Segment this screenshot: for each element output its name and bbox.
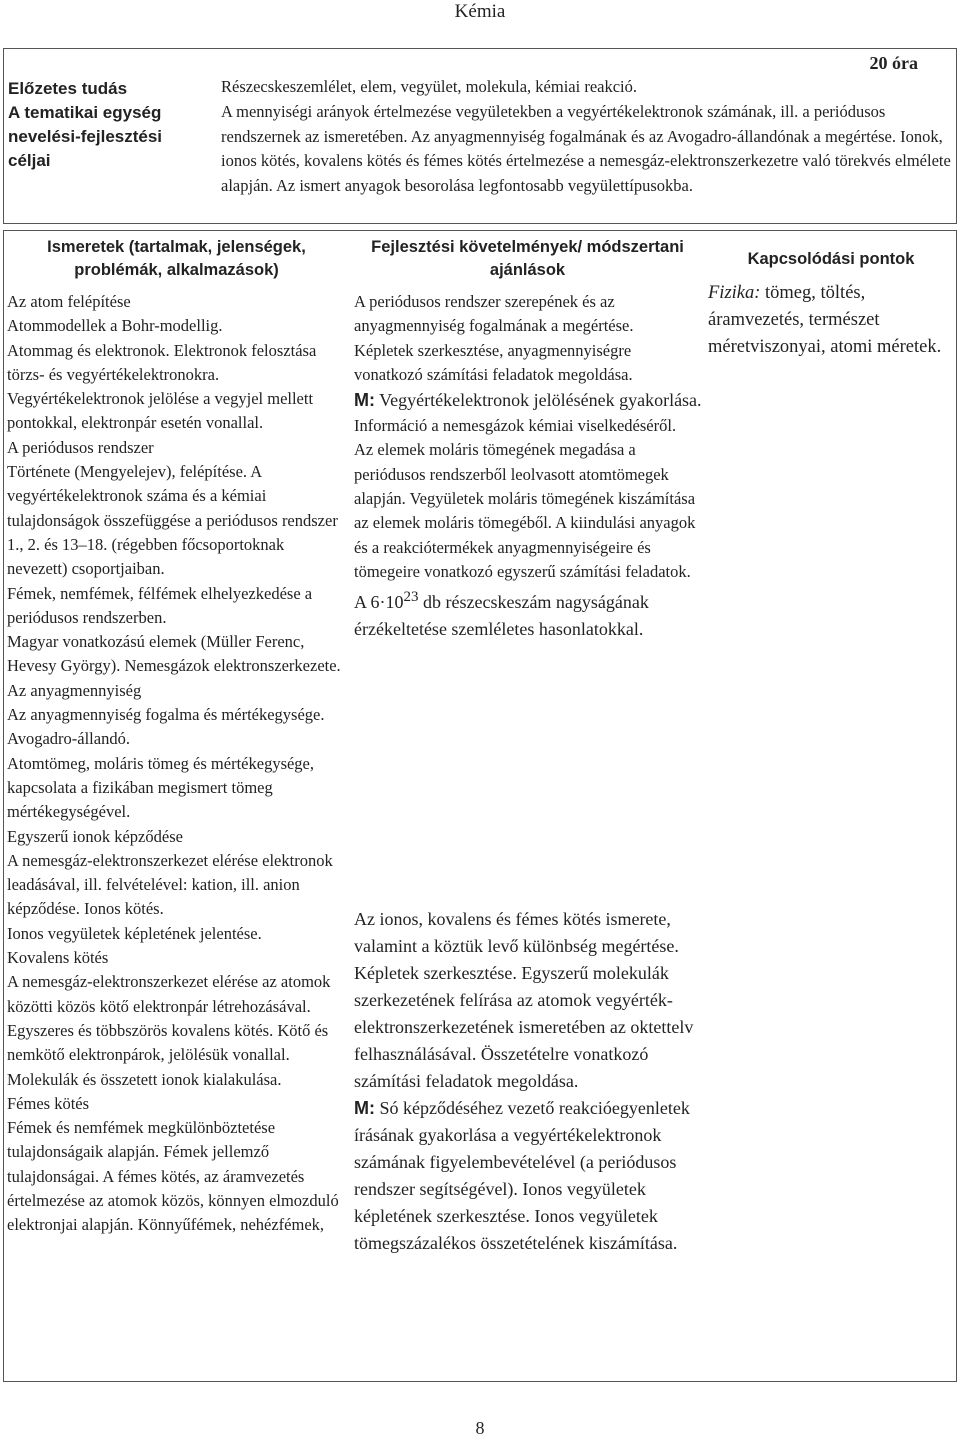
knowledge-line: Az anyagmennyiség fogalma és mértékegysége. Avogadro-állandó.	[7, 705, 325, 749]
development-paragraph: Információ a nemesgázok kémiai viselkedéséről.	[354, 416, 677, 436]
knowledge-column	[4, 231, 349, 1381]
knowledge-line: Kovalens kötés	[7, 948, 109, 968]
hours-badge: 20 óra	[869, 53, 918, 73]
development-column-header: Fejlesztési követelmények/ módszertani ajánlások	[371, 238, 684, 279]
prior-knowledge-value: Részecskeszemlélet, elem, vegyület, molekula, kémiai reakció.	[221, 77, 637, 96]
knowledge-line: Egyszerű ionok képződése	[7, 826, 183, 846]
knowledge-line: A nemesgáz-elektronszerkezet elérése elektronok leadásával, ill. felvételével: kation, ill. anion képződése. Ionos kötés.	[7, 850, 333, 919]
development-paragraph: Az ionos, kovalens és fémes kötés ismerete, valamint a köztük levő különbség megértése. Képletek szerkesztése. Egyszerű molekulák szerkezetének felírása az atomok vegyérték-elektronszerkezetének ismeretében az oktettelv felhasználásával. Összetételre vonatkozó számítási feladatok megoldása.	[354, 909, 694, 1091]
unit-goals-value: A mennyiségi arányok értelmezése vegyületekben a vegyértékelektronok számának, ill. a periódusos rendszernek az ismeretében. Az anyagmennyiség fogalmának és az Avogadro-állandónak a megértése. Ionok, ionos kötés, kovalens kötés és fémes kötés értelmezése a nemesgáz-elektronszerkezetre való törekvés elmélete alapján. Az ismert anyagok besorolása legfontosabb vegyülettípusokba.	[221, 102, 951, 195]
method-label: M:	[354, 1098, 375, 1118]
development-content	[351, 290, 704, 643]
knowledge-line: Az atom felépítése	[7, 292, 131, 311]
method-text: Vegyértékelektronok jelölésének gyakorlása.	[375, 390, 702, 411]
page-number: 8	[475, 1418, 485, 1438]
knowledge-line: Atomtömeg, moláris tömeg és mértékegysége, kapcsolata a fizikában megismert tömeg mértékegységével.	[7, 753, 315, 822]
method-note	[354, 387, 702, 414]
knowledge-line: Magyar vonatkozású elemek (Müller Ferenc, Hevesy György). Nemesgázok elektronszerkezete.	[7, 632, 341, 676]
knowledge-line: A nemesgáz-elektronszerkezet elérése az atomok közötti közös kötő elektronpár létrehozásával. Egyszeres és többszörös kovalens kötés. Kötő és nemkötő elektronpárok, jelölésük vonallal.	[7, 972, 331, 1065]
method-label: M:	[354, 390, 375, 411]
knowledge-line: A periódusos rendszer	[7, 437, 154, 457]
development-paragraph	[354, 584, 702, 643]
knowledge-line: Története (Mengyelejev), felépítése. A vegyértékelektronok száma és a kémiai tulajdonságok összefüggése a periódusos rendszer 1., 2. és 13–18. (régebben főcsoportoknak nevezett) csoportjaiban.	[7, 462, 338, 579]
unit-summary-table	[3, 48, 957, 224]
connection-text: tömeg, töltés, áramvezetés, természet méretviszonyai, atomi méretek.	[708, 283, 942, 357]
knowledge-line: Vegyértékelektronok jelölése a vegyjel mellett pontokkal, elektronpár esetén vonallal.	[7, 389, 314, 433]
knowledge-line: Ionos vegyületek képletének jelentése.	[7, 923, 262, 943]
development-paragraph: Az elemek moláris tömegének megadása a periódusos rendszerből leolvasott atomtömegek alapján. Vegyületek moláris tömegének kiszámítása az elemek moláris tömegéből. A kiindulási anyagok és a reakciótermékek anyagmennyiségeire és tömegeire vonatkozó egyszerű számítási feladatok.	[354, 440, 696, 581]
knowledge-line: Az anyagmennyiség	[7, 680, 142, 700]
avogadro-post: db részecskeszám nagyságának érzékeltetése szemléletes hasonlatokkal.	[354, 592, 649, 640]
method-note	[354, 1095, 702, 1257]
development-paragraph: Képletek szerkesztése, anyagmennyiségre vonatkozó számítási feladatok megoldása.	[354, 340, 633, 384]
avogadro-exponent: 23	[403, 589, 419, 606]
unit-goals-label: A tematikai egység nevelési-fejlesztési céljai	[8, 103, 163, 170]
development-paragraph: A periódusos rendszer szerepének és az anyagmennyiség fogalmának a megértése.	[354, 292, 634, 336]
knowledge-line: Atommodellek a Bohr-modellig.	[7, 316, 223, 336]
page-header-subject: Kémia	[454, 1, 506, 22]
connections-content	[704, 280, 958, 361]
prior-knowledge-label: Előzetes tudás	[8, 79, 128, 98]
knowledge-content	[4, 290, 349, 1238]
knowledge-line: Molekulák és összetett ionok kialakulása.	[7, 1069, 282, 1089]
knowledge-column-header: Ismeretek (tartalmak, jelenségek, problémák, alkalmazások)	[47, 238, 306, 279]
knowledge-line: Fémek és nemfémek megkülönböztetése tulajdonságaik alapján. Fémek jellemző tulajdonságai. A fémes kötés, az áramvezetés értelmezése az atomok közös, könnyen elmozduló elektronjai alapján. Könnyűfémek, nehézfémek,	[7, 1118, 339, 1235]
method-text: Só képződéséhez vezető reakcióegyenletek írásának gyakorlása a vegyértékelektronok számának figyelembevételével (a periódusos rendszer segítségével). Ionos vegyületek képletének szerkesztése. Ionos vegyületek tömegszázalékos összetételének kiszámítása.	[354, 1098, 690, 1253]
development-bonding-block	[354, 906, 702, 1257]
avogadro-pre: A 6·10	[354, 592, 404, 613]
connection-subject: Fizika:	[708, 283, 761, 303]
connections-column-header: Kapcsolódási pontok	[747, 250, 915, 268]
knowledge-line: Fémes kötés	[7, 1093, 90, 1113]
development-column	[351, 231, 704, 1381]
knowledge-line: Fémek, nemfémek, félfémek elhelyezkedése a periódusos rendszerben.	[7, 583, 313, 627]
connections-column	[704, 231, 958, 1381]
knowledge-line: Atommag és elektronok. Elektronok felosztása törzs- és vegyértékelektronokra.	[7, 340, 317, 384]
curriculum-table	[3, 230, 957, 1382]
